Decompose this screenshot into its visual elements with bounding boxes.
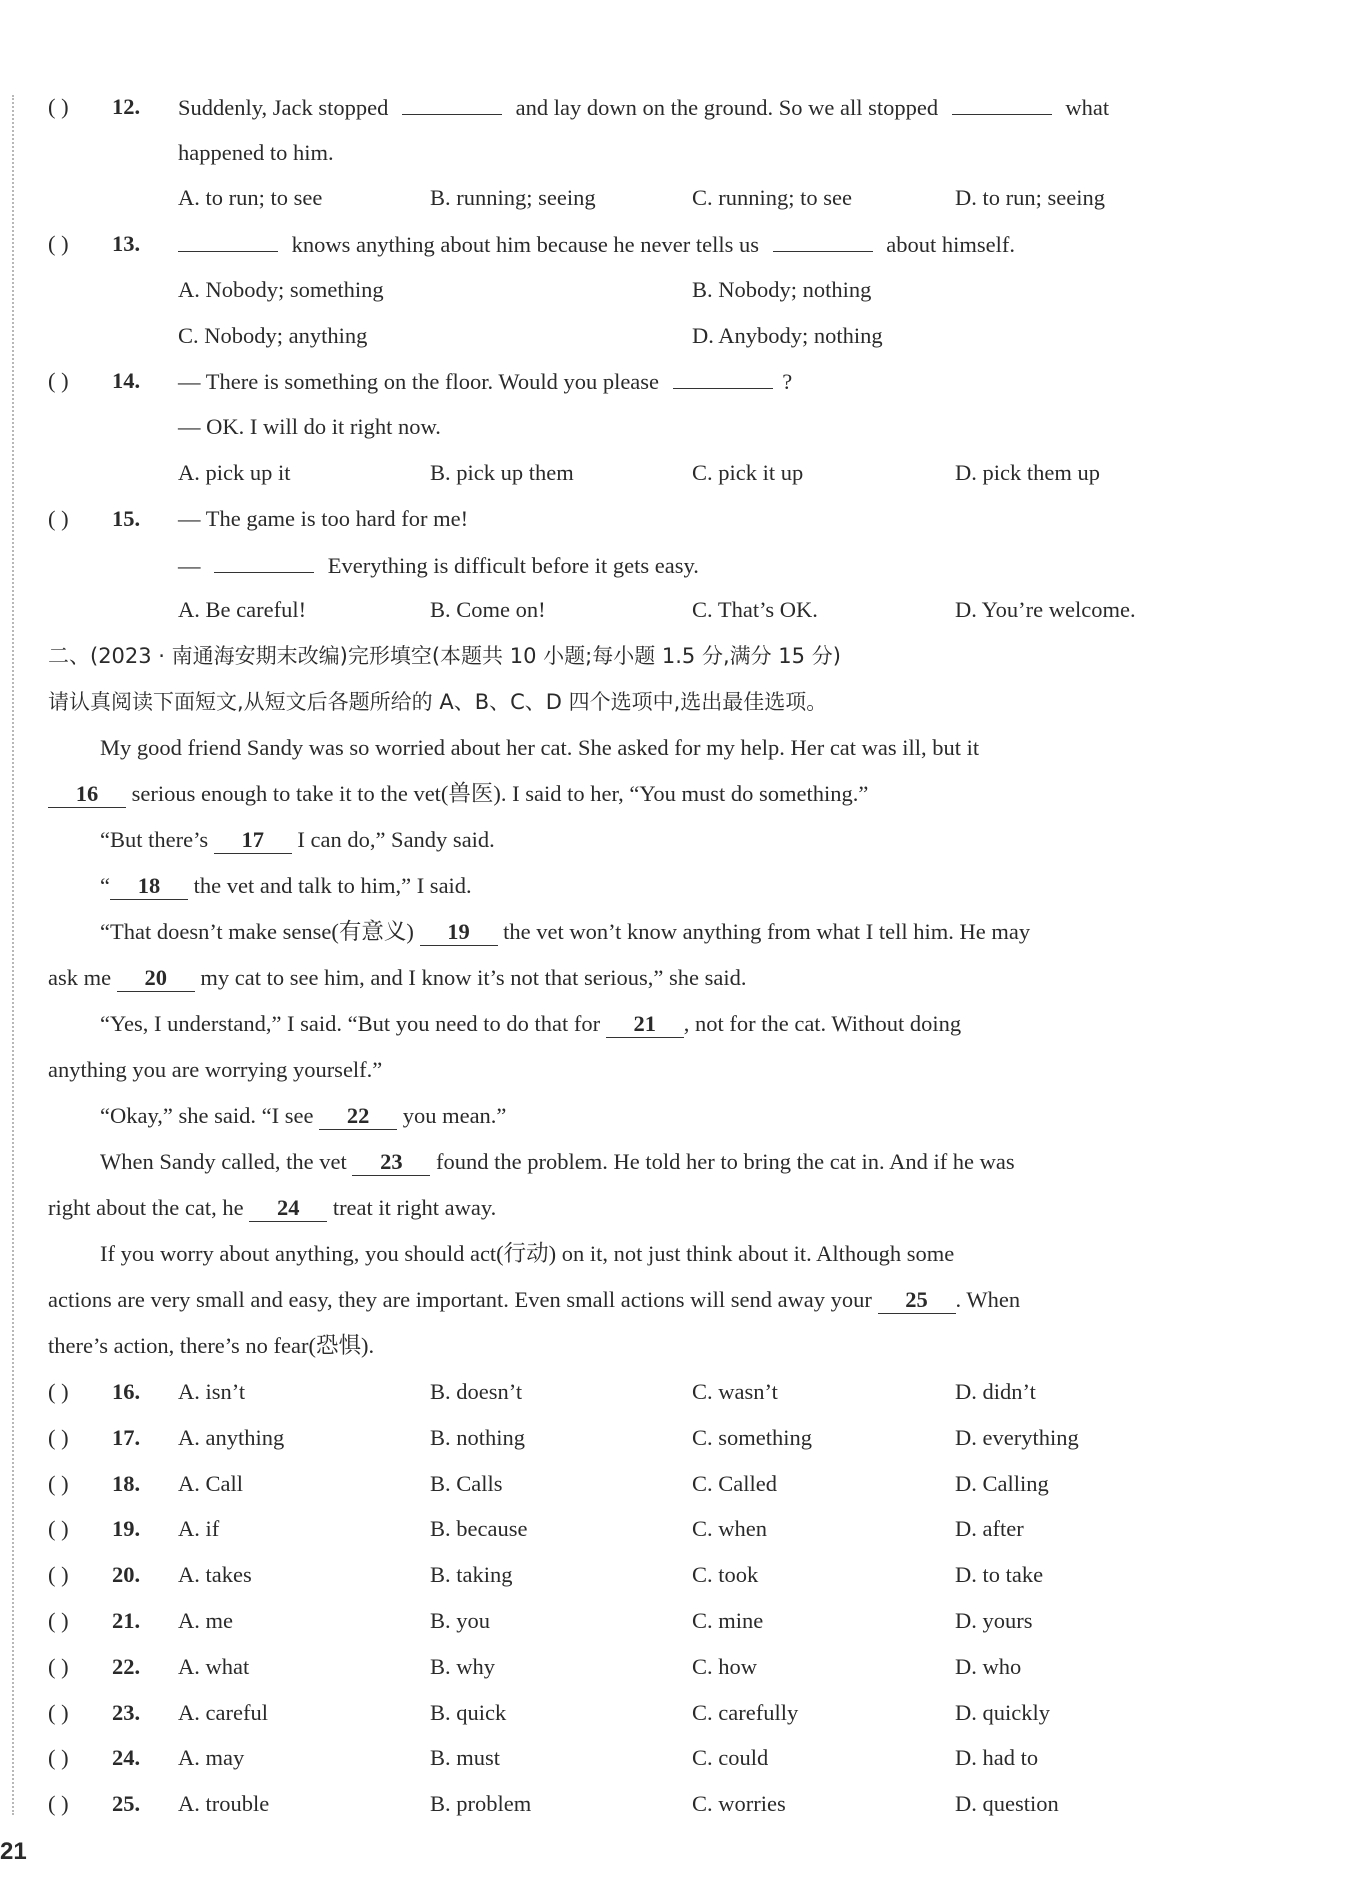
option-d[interactable]: D. to run; seeing bbox=[955, 185, 1105, 210]
answer-paren[interactable]: ( ) bbox=[48, 94, 69, 119]
answer-paren[interactable]: ( ) bbox=[48, 231, 69, 256]
option-a[interactable]: A. trouble bbox=[178, 1791, 270, 1817]
cloze-blank-21[interactable]: 21 bbox=[606, 1011, 684, 1038]
passage-text: my cat to see him, and I know it’s not that serious,” she said. bbox=[200, 965, 747, 990]
stem-text: — OK. I will do it right now. bbox=[178, 414, 441, 439]
cloze-blank-24[interactable]: 24 bbox=[249, 1195, 327, 1222]
option-d[interactable]: D. to take bbox=[955, 1562, 1044, 1588]
option-c[interactable]: C. That’s OK. bbox=[692, 597, 818, 622]
question-number: 20. bbox=[112, 1562, 141, 1588]
option-c[interactable]: C. mine bbox=[692, 1608, 764, 1633]
passage-text: “Okay,” she said. “I see bbox=[100, 1103, 314, 1128]
question-number: 25. bbox=[112, 1791, 141, 1817]
passage-line bbox=[48, 779, 868, 809]
option-a[interactable]: A. Be careful! bbox=[178, 597, 307, 622]
question-number: 16. bbox=[112, 1379, 141, 1404]
option-a[interactable]: A. isn’t bbox=[178, 1379, 246, 1404]
option-a[interactable]: A. Call bbox=[178, 1470, 243, 1496]
cloze-blank-16[interactable]: 16 bbox=[48, 781, 126, 808]
option-a[interactable]: A. if bbox=[178, 1516, 220, 1542]
option-c[interactable]: C. running; to see bbox=[692, 185, 852, 210]
stem-text: — There is something on the floor. Would you please bbox=[178, 369, 660, 394]
passage-text: , not for the cat. Without doing bbox=[683, 1011, 962, 1036]
option-a[interactable]: A. what bbox=[178, 1653, 250, 1679]
question-number: 14. bbox=[112, 368, 141, 393]
passage-text: I can do,” Sandy said. bbox=[297, 827, 495, 852]
option-c[interactable]: C. took bbox=[692, 1562, 759, 1588]
passage-text: right about the cat, he bbox=[48, 1195, 244, 1220]
stem-text: — The game is too hard for me! bbox=[178, 506, 469, 531]
option-b[interactable]: B. must bbox=[430, 1745, 501, 1771]
blank[interactable] bbox=[773, 229, 873, 252]
passage-line: If you worry about anything, you should act(行动) on it, not just think about it. Although some bbox=[100, 1241, 955, 1266]
cloze-blank-23[interactable]: 23 bbox=[352, 1149, 430, 1176]
answer-paren[interactable]: ( ) bbox=[48, 1424, 69, 1450]
passage-line bbox=[100, 1101, 506, 1131]
question-number: 24. bbox=[112, 1745, 141, 1771]
stem-text: about himself. bbox=[886, 232, 1016, 257]
passage-text: “That doesn’t make sense(有意义) bbox=[100, 919, 414, 944]
option-c[interactable]: C. worries bbox=[692, 1791, 786, 1817]
option-a[interactable]: A. Nobody; something bbox=[178, 277, 384, 302]
cloze-blank-25[interactable]: 25 bbox=[878, 1287, 956, 1314]
answer-paren[interactable]: ( ) bbox=[48, 506, 69, 531]
passage-text: “ bbox=[100, 873, 110, 898]
answer-paren[interactable]: ( ) bbox=[48, 1653, 69, 1679]
option-c[interactable]: C. Nobody; anything bbox=[178, 323, 368, 348]
stem-text: and lay down on the ground. So we all stopped bbox=[515, 95, 939, 120]
option-b[interactable]: B. nothing bbox=[430, 1424, 526, 1450]
blank[interactable] bbox=[214, 550, 314, 573]
question-number: 18. bbox=[112, 1470, 141, 1496]
passage-line bbox=[100, 825, 495, 855]
answer-paren[interactable]: ( ) bbox=[48, 1562, 69, 1588]
passage-line: there’s action, there’s no fear(恐惧). bbox=[48, 1333, 375, 1358]
blank[interactable] bbox=[952, 92, 1052, 115]
stem-line bbox=[178, 550, 699, 581]
option-d[interactable]: D. quickly bbox=[955, 1699, 1050, 1725]
stem-text: Everything is difficult before it gets easy. bbox=[327, 553, 699, 578]
answer-paren[interactable]: ( ) bbox=[48, 1699, 69, 1725]
option-d[interactable]: D. after bbox=[955, 1516, 1024, 1542]
option-b[interactable]: B. why bbox=[430, 1653, 496, 1679]
option-d[interactable]: D. Calling bbox=[955, 1470, 1049, 1496]
option-a[interactable]: A. me bbox=[178, 1608, 233, 1633]
stem-text: knows anything about him because he never tells us bbox=[291, 232, 760, 257]
cloze-blank-19[interactable]: 19 bbox=[420, 919, 498, 946]
answer-paren[interactable]: ( ) bbox=[48, 1608, 69, 1633]
passage-text: “But there’s bbox=[100, 827, 209, 852]
cloze-blank-22[interactable]: 22 bbox=[319, 1103, 397, 1130]
passage-line bbox=[100, 1009, 961, 1039]
option-b[interactable]: B. running; seeing bbox=[430, 185, 596, 210]
answer-paren[interactable]: ( ) bbox=[48, 1745, 69, 1771]
passage-line: anything you are worrying yourself.” bbox=[48, 1057, 383, 1082]
option-a[interactable]: A. pick up it bbox=[178, 460, 291, 485]
option-a[interactable]: A. anything bbox=[178, 1424, 285, 1450]
passage-text: “Yes, I understand,” I said. “But you need to do that for bbox=[100, 1011, 601, 1036]
section-heading: 二、(2023 · 南通海安期末改编)完形填空(本题共 10 小题;每小题 1.5 分,满分 15 分) bbox=[48, 644, 841, 668]
answer-paren[interactable]: ( ) bbox=[48, 1379, 69, 1404]
option-b[interactable]: B. taking bbox=[430, 1562, 513, 1588]
blank[interactable] bbox=[673, 366, 773, 389]
section-instruction: 请认真阅读下面短文,从短文后各题所给的 A、B、C、D 四个选项中,选出最佳选项。 bbox=[48, 690, 828, 714]
option-c[interactable]: C. Called bbox=[692, 1470, 777, 1496]
option-b[interactable]: B. because bbox=[430, 1516, 528, 1542]
option-d[interactable]: D. had to bbox=[955, 1745, 1039, 1771]
option-a[interactable]: A. to run; to see bbox=[178, 185, 323, 210]
option-d[interactable]: D. You’re welcome. bbox=[955, 597, 1136, 622]
option-c[interactable]: C. could bbox=[692, 1745, 769, 1771]
stem-text: happened to him. bbox=[178, 140, 334, 165]
option-b[interactable]: B. you bbox=[430, 1608, 491, 1633]
cloze-blank-17[interactable]: 17 bbox=[214, 827, 292, 854]
cloze-blank-20[interactable]: 20 bbox=[117, 965, 195, 992]
passage-text: the vet won’t know anything from what I tell him. He may bbox=[503, 919, 1031, 944]
option-a[interactable]: A. careful bbox=[178, 1699, 268, 1725]
option-c[interactable]: C. something bbox=[692, 1424, 813, 1450]
option-a[interactable]: A. may bbox=[178, 1745, 245, 1771]
option-d[interactable]: D. didn’t bbox=[955, 1379, 1036, 1404]
passage-line bbox=[100, 917, 1030, 947]
stem-text: ? bbox=[782, 369, 793, 394]
dash: — bbox=[178, 553, 201, 578]
passage-text: When Sandy called, the vet bbox=[100, 1149, 347, 1174]
passage-text: ask me bbox=[48, 965, 112, 990]
option-d[interactable]: D. Anybody; nothing bbox=[692, 323, 883, 348]
question-number: 21. bbox=[112, 1608, 141, 1633]
option-b[interactable]: B. quick bbox=[430, 1699, 507, 1725]
option-b[interactable]: B. doesn’t bbox=[430, 1379, 523, 1404]
option-b[interactable]: B. pick up them bbox=[430, 460, 574, 485]
option-c[interactable]: C. pick it up bbox=[692, 460, 804, 485]
answer-paren[interactable]: ( ) bbox=[48, 1791, 69, 1817]
option-a[interactable]: A. takes bbox=[178, 1562, 252, 1588]
passage-text: the vet and talk to him,” I said. bbox=[193, 873, 472, 898]
question-number: 12. bbox=[112, 94, 141, 119]
passage-line bbox=[48, 963, 747, 993]
option-d[interactable]: D. who bbox=[955, 1653, 1022, 1679]
cloze-blank-18[interactable]: 18 bbox=[110, 873, 188, 900]
margin-dotted-line bbox=[12, 95, 14, 1815]
question-number: 17. bbox=[112, 1424, 141, 1450]
passage-line bbox=[48, 1193, 496, 1223]
passage-text: treat it right away. bbox=[332, 1195, 497, 1220]
option-b[interactable]: B. Nobody; nothing bbox=[692, 277, 872, 302]
option-d[interactable]: D. pick them up bbox=[955, 460, 1100, 485]
stem-text: Suddenly, Jack stopped bbox=[178, 95, 389, 120]
option-d[interactable]: D. everything bbox=[955, 1424, 1079, 1450]
stem-text: what bbox=[1065, 95, 1110, 120]
option-c[interactable]: C. carefully bbox=[692, 1699, 799, 1725]
passage-text: actions are very small and easy, they are important. Even small actions will send away your bbox=[48, 1287, 872, 1312]
passage-text: you mean.” bbox=[402, 1103, 507, 1128]
question-number: 15. bbox=[112, 506, 141, 531]
question-number: 23. bbox=[112, 1699, 141, 1725]
passage-text: serious enough to take it to the vet(兽医). I said to her, “You must do something.” bbox=[131, 781, 869, 806]
question-number: 19. bbox=[112, 1516, 141, 1542]
passage-line bbox=[100, 1147, 1015, 1177]
blank[interactable] bbox=[402, 92, 502, 115]
passage-line: My good friend Sandy was so worried about her cat. She asked for my help. Her cat was ill, but it bbox=[100, 735, 980, 760]
passage-text: found the problem. He told her to bring the cat in. And if he was bbox=[436, 1149, 1015, 1174]
option-b[interactable]: B. Come on! bbox=[430, 597, 546, 622]
option-b[interactable]: B. Calls bbox=[430, 1470, 503, 1496]
passage-line bbox=[48, 1285, 1020, 1315]
page-number: 21 bbox=[0, 1838, 27, 1865]
question-number: 13. bbox=[112, 231, 141, 256]
question-number: 22. bbox=[112, 1653, 141, 1679]
answer-paren[interactable]: ( ) bbox=[48, 1470, 69, 1496]
option-c[interactable]: C. how bbox=[692, 1653, 758, 1679]
answer-paren[interactable]: ( ) bbox=[48, 368, 69, 393]
passage-text: . When bbox=[955, 1287, 1021, 1312]
option-b[interactable]: B. problem bbox=[430, 1791, 532, 1817]
answer-paren[interactable]: ( ) bbox=[48, 1516, 69, 1542]
option-d[interactable]: D. yours bbox=[955, 1608, 1033, 1633]
option-d[interactable]: D. question bbox=[955, 1791, 1059, 1817]
passage-line bbox=[100, 871, 472, 901]
blank[interactable] bbox=[178, 229, 278, 252]
option-c[interactable]: C. when bbox=[692, 1516, 767, 1542]
option-c[interactable]: C. wasn’t bbox=[692, 1379, 778, 1404]
